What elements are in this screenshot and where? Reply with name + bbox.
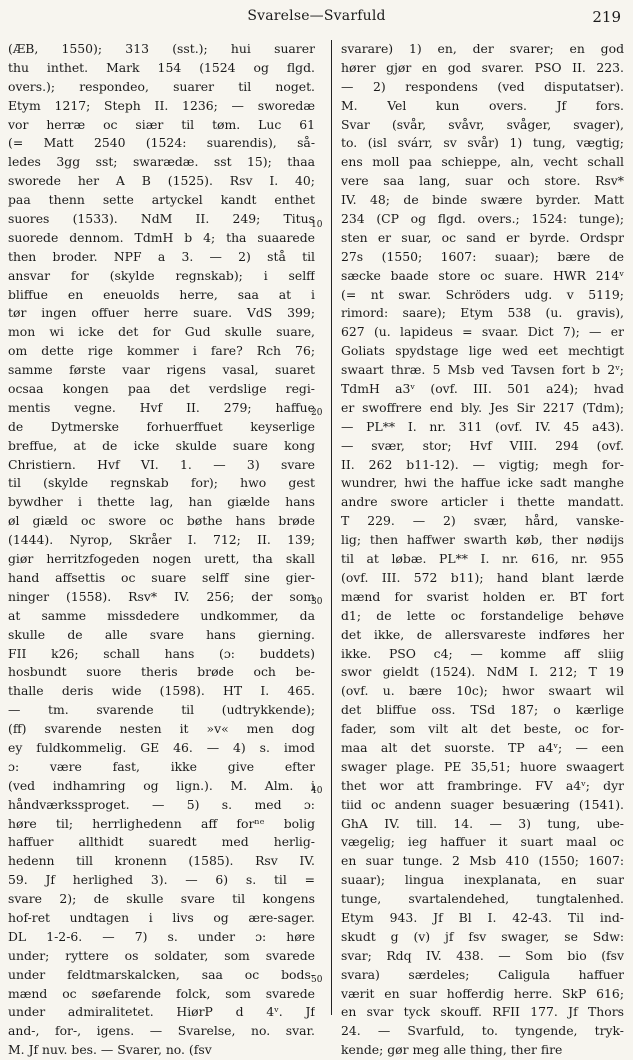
text-line: hører gjør en god svarer. PSO II. 223. [341, 59, 624, 75]
text-line: — 2) respondens (ved disputatser). [341, 78, 624, 94]
text-line: bliffue en eneuolds herre, saa at i [8, 286, 315, 302]
text-line: hof-ret undtagen i livs og ære-sager. [8, 909, 315, 925]
text-line: svara) særdeles; Caligula haffuer [341, 966, 624, 982]
line-number: 10 [311, 220, 323, 230]
text-line: overs.); respondeo, suarer til noget. [8, 78, 315, 94]
right-column [341, 40, 624, 1060]
text-line: M. Jf nuv. bes. — Svarer, no. (fsv [8, 1042, 212, 1058]
text-line: breffue, at de icke skulde suare kong [8, 437, 315, 453]
text-line: suaar); lingua inexplanata, en suar [341, 872, 624, 888]
text-line: swager plage. PE 35,51; huore swaagert [341, 758, 624, 774]
page-number: 219 [592, 8, 621, 26]
text-line: Christiern. Hvf VI. 1. — 3) svare [8, 456, 315, 472]
text-line: er swoffrere end bly. Jes Sir 2217 (Tdm); [341, 399, 624, 415]
text-line: at samme missdedere undkommer, da [8, 607, 315, 623]
text-line: håndværkssproget. — 5) s. med ɔ: [8, 796, 315, 812]
text-line: mænd oc søefarende folck, som svarede [8, 985, 315, 1001]
text-line: haffuer allthidt suaredt med herlig- [8, 834, 315, 850]
text-line: wundrer, hwi the haffue icke sadt manghe [341, 475, 624, 491]
text-line: ens moll paa schieppe, aln, vecht schall [341, 154, 624, 170]
text-line: Etym 943. Jf Bl I. 42-43. Til ind- [341, 909, 624, 925]
text-line: en svar tyck skouff. RFII 177. Jf Thors [341, 1004, 624, 1020]
text-line: tør ingen offuer herre suare. VdS 399; [8, 305, 315, 321]
text-line: Etym 1217; Steph II. 1236; — sworedæ [8, 97, 315, 113]
text-line: tiid oc andenn suager besuæring (1541). [341, 796, 624, 812]
text-line: (1444). Nyrop, Skråer I. 712; II. 139; [8, 532, 315, 548]
text-line: Goliats spydstage lige wed eet mechtigt [341, 343, 624, 359]
text-line: (ÆB, 1550); 313 (sst.); hui suarer [8, 41, 315, 56]
text-line: ledes 3gg sst; swarædæ. sst 15); thaa [8, 154, 315, 170]
text-line: paa thenn sette artyckel kandt enthet [8, 192, 315, 208]
text-line: andre swore articler i thette mandatt. [341, 494, 624, 510]
text-line: under; ryttere os soldater, som svarede [8, 947, 315, 963]
line-number-gutter [311, 40, 333, 1015]
text-line: thet wor att frambringe. FV a4ᵛ; dyr [341, 777, 624, 793]
text-line: tunge, svartalendehed, tungtalenhed. [341, 891, 624, 907]
text-line: Svar (svår, svåvr, svåger, svager), [341, 116, 624, 132]
text-line: skulle de alle svare hans gierning. [8, 626, 315, 642]
text-line: d1; de lette oc forstandelige behøve [341, 607, 624, 623]
text-line: rimord: saare); Etym 538 (u. gravis), [341, 305, 624, 321]
text-line: fader, som vilt alt det beste, oc for- [341, 721, 624, 737]
text-line: hosbundt suore theris brøde och be- [8, 664, 315, 680]
text-line: — tm. svarende til (udtrykkende); [8, 702, 315, 718]
text-line: (= Matt 2540 (1524: suarendis), så- [8, 135, 315, 151]
text-line: suorede dennom. TdmH b 4; tha suaarede [8, 229, 315, 245]
text-line: (= nt swar. Schröders udg. v 5119; [341, 286, 624, 302]
text-line: T 229. — 2) svær, hård, vanske- [341, 513, 624, 529]
text-line: til at løbæ. PL** I. nr. 616, nr. 955 [341, 551, 624, 567]
text-line: høre til; herrlighedenn aff forⁿᵉ bolig [8, 815, 315, 831]
text-line: (ovf. u. bære 10c); hwor swaart wil [341, 683, 624, 699]
text-line: 234 (CP og flgd. overs.; 1524: tunge); [341, 211, 624, 227]
text-line: kende; gør meg alle thing, ther fire [341, 1042, 563, 1058]
text-line: sworede her A B (1525). Rsv I. 40; [8, 173, 315, 189]
text-line: thalle deris wide (1598). HT I. 465. [8, 683, 315, 699]
text-line: samme første vaar rigens vasal, suaret [8, 362, 315, 378]
text-line: vor herræ oc siær til tøm. Luc 61 [8, 116, 315, 132]
text-line: GhA IV. till. 14. — 3) tung, ube- [341, 815, 624, 831]
text-line: det bliffue oss. TSd 187; o kærlige [341, 702, 624, 718]
text-line: thu inthet. Mark 154 (1524 og flgd. [8, 59, 315, 75]
text-line: de Dytmerske forhuerffuet keyserlige [8, 418, 315, 434]
running-head: Svarelse—Svarfuld [247, 8, 386, 24]
text-line: ikke. PSO c4; — komme aff sliig [341, 645, 624, 661]
text-line: øl giæld oc swore oc bøthe hans brøde [8, 513, 315, 529]
text-line: 59. Jf herlighed 3). — 6) s. til = [8, 872, 315, 888]
text-line: lig; then haffwer swarth køb, ther nødijs [341, 532, 624, 548]
text-line: ey fuldkommelig. GE 46. — 4) s. imod [8, 739, 315, 755]
text-line: ɔ: være fast, ikke give efter [8, 758, 315, 774]
text-line: mentis vegne. Hvf II. 279; haffue [8, 399, 315, 415]
text-line: (ff) svarende nesten it »v« men dog [8, 721, 315, 737]
text-line: svarare) 1) en, der svarer; en god [341, 41, 624, 56]
text-line: sæcke baade store oc suare. HWR 214ᵛ [341, 267, 624, 283]
text-line: 24. — Svarfuld, to. tyngende, tryk- [341, 1023, 624, 1039]
left-column [8, 40, 315, 1060]
text-line: en suar tunge. 2 Msb 410 (1550; 1607: [341, 853, 624, 869]
line-number: 30 [311, 597, 323, 607]
text-line: om dette rige kommer i fare? Rch 76; [8, 343, 315, 359]
text-line: (ovf. III. 572 b11); hand blant lærde [341, 569, 624, 585]
text-line: bywdher i thette lag, han giælde hans [8, 494, 315, 510]
text-line: and-, for-, igens. — Svarelse, no. svar. [8, 1023, 315, 1039]
text-line: swor gieldt (1524). NdM I. 212; T 19 [341, 664, 624, 680]
line-number: 50 [311, 975, 323, 985]
text-line: suores (1533). NdM II. 249; Titus [8, 211, 315, 227]
text-line: TdmH a3ᵛ (ovf. III. 501 a24); hvad [341, 381, 624, 397]
text-line: then broder. NPF a 3. — 2) stå til [8, 248, 315, 264]
text-line: ninger (1558). Rsv* IV. 256; der som [8, 588, 315, 604]
text-line: svare 2); de skulle svare til kongens [8, 891, 315, 907]
text-line: svar; Rdq IV. 438. — Som bio (fsv [341, 947, 624, 963]
text-line: (ved indhamring og lign.). M. Alm. i [8, 777, 315, 793]
text-line: sten er suar, oc sand er byrde. Ordspr [341, 229, 624, 245]
text-line: maa alt det suorste. TP a4ᵛ; — een [341, 739, 624, 755]
text-line: 27s (1550; 1607: suaar); bære de [341, 248, 624, 264]
text-line: vere saa lang, suar och store. Rsv* [341, 173, 624, 189]
text-line: under admiralitetet. HiørP d 4ᵛ. Jf [8, 1004, 315, 1020]
text-line: giør herritzfogeden nogen urett, tha skall [8, 551, 315, 567]
text-line: hedenn till kronenn (1585). Rsv IV. [8, 853, 315, 869]
text-line: mænd for svarist holden er. BT fort [341, 588, 624, 604]
text-line: 627 (u. lapideus = svaar. Dict 7); — er [341, 324, 624, 340]
text-line: vægelig; ieg haffuer it suart maal oc [341, 834, 624, 850]
text-line: M. Vel kun overs. Jf fors. [341, 97, 624, 113]
text-line: hand affsettis oc suare selff sine gier- [8, 569, 315, 585]
text-line: til (skylde regnskab for); hwo gest [8, 475, 315, 491]
text-line: IV. 48; de binde swære byrder. Matt [341, 192, 624, 208]
text-line: under feldtmarskalcken, saa oc bods- [8, 966, 315, 982]
line-number: 40 [311, 786, 323, 796]
line-number: 20 [311, 408, 323, 418]
text-line: — svær, stor; Hvf VIII. 294 (ovf. [341, 437, 624, 453]
text-line: værit en suar hofferdig herre. SkP 616; [341, 985, 624, 1001]
text-line: ansvar for (skylde regnskab); i selff [8, 267, 315, 283]
text-line: II. 262 b11-12). — vigtig; megh for- [341, 456, 624, 472]
text-line: mon wi icke det for Gud skulle suare, [8, 324, 315, 340]
text-line: to. (isl svárr, sv svår) 1) tung, vægtig; [341, 135, 624, 151]
text-line: skudt g (v) jf fsv swager, se Sdw: [341, 928, 624, 944]
text-line: det ikke, de allersvareste indføres her [341, 626, 624, 642]
text-line: FII k26; schall hans (ɔ: buddets) [8, 645, 315, 661]
text-line: DL 1-2-6. — 7) s. under ɔ: høre [8, 928, 315, 944]
text-line: swaart thræ. 5 Msb ved Tavsen fort b 2ᵛ; [341, 362, 624, 378]
text-line: — PL** I. nr. 311 (ovf. IV. 45 a43). [341, 418, 624, 434]
page-header [0, 8, 633, 30]
text-line: ocsaa kongen paa det verdslige regi- [8, 381, 315, 397]
